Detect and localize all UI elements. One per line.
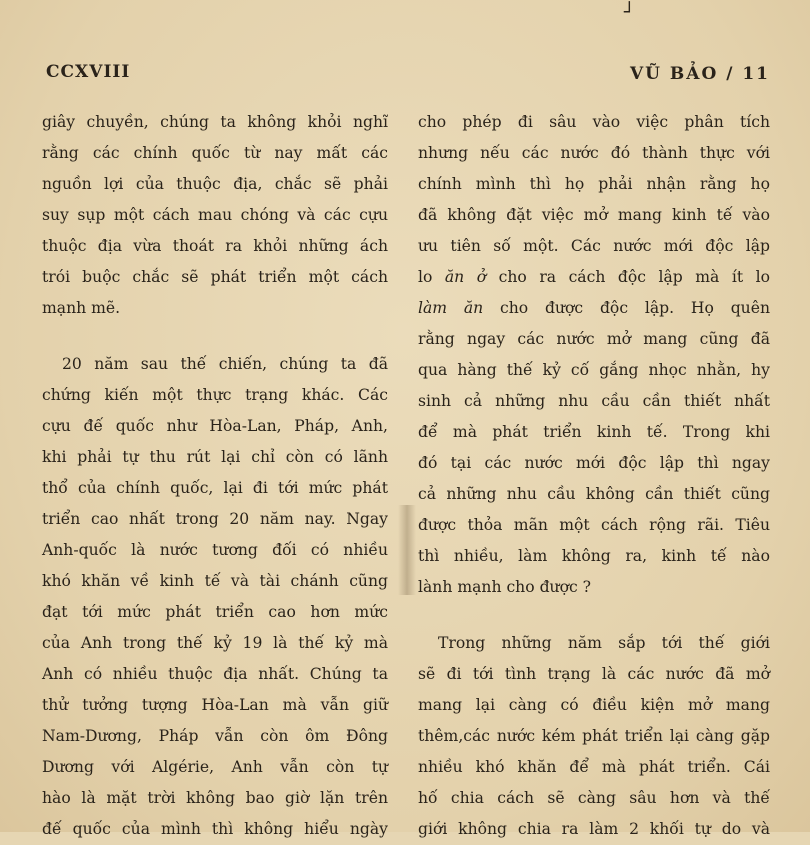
text-line: mang lại càng có điều kiện mở mang [418, 696, 770, 714]
text-line: rằng ngay các nước mở mang cũng đã [418, 330, 770, 348]
text-line: giới không chia ra làm 2 khối tự do và [418, 820, 770, 838]
text-line: triển cao nhất trong 20 năm nay. Ngay [42, 510, 388, 528]
text-line: Anh-quốc là nước tương đối có nhiều [42, 541, 388, 559]
text-line: thuộc địa vừa thoát ra khỏi những ách [42, 237, 388, 255]
text-line: rằng các chính quốc từ nay mất các [42, 144, 388, 162]
text-line: lành mạnh cho được ? [418, 578, 592, 596]
text-line: của Anh trong thế kỷ 19 là thế kỷ mà [42, 634, 388, 652]
text-line: nhiều khó khăn để mà phát triển. Cái [418, 758, 770, 776]
right-paragraph-1 [418, 107, 770, 603]
text-line: nguồn lợi của thuộc địa, chắc sẽ phải [42, 175, 388, 193]
text-line [418, 293, 770, 324]
text-line: Dương với Algérie, Anh vẫn còn tự [42, 758, 388, 776]
left-paragraph-2 [42, 349, 388, 845]
text-line: suy sụp một cách mau chóng và các cựu [42, 206, 388, 224]
running-title: VŨ BẢO / 11 [629, 64, 770, 84]
corner-mark: ┘ [624, 2, 635, 23]
text-line: thử tưởng tượng Hòa-Lan mà vẫn giữ [42, 696, 388, 714]
text-line: cả những nhu cầu không cần thiết cũng [418, 485, 770, 503]
text-run: cho ra cách độc lập mà ít lo [486, 268, 771, 286]
text-line: ưu tiên số một. Các nước mới độc lập [418, 237, 770, 255]
text-line: chứng kiến một thực trạng khác. Các [42, 386, 388, 404]
text-line: để mà phát triển kinh tế. Trong khi [418, 423, 770, 441]
right-column [418, 107, 770, 845]
text-line: đạt tới mức phát triển cao hơn mức [42, 603, 388, 621]
left-paragraph-1 [42, 107, 388, 324]
text-line: mạnh mẽ. [42, 299, 121, 317]
italic-phrase: ăn ở [444, 268, 487, 286]
text-line [418, 262, 770, 293]
text-line: cho phép đi sâu vào việc phân tích [418, 113, 770, 131]
text-line: khó khăn về kinh tế và tài chánh cũng [42, 572, 388, 590]
left-column [42, 107, 388, 845]
text-line: hào là mặt trời không bao giờ lặn trên [42, 789, 388, 807]
text-line: chính mình thì họ phải nhận rằng họ [418, 175, 770, 193]
page-number: CCXVIII [46, 62, 131, 82]
text-line: đế quốc của mình thì không hiểu ngày [42, 820, 388, 838]
text-line: nhưng nếu các nước đó thành thực với [418, 144, 770, 162]
binding-shadow [398, 505, 416, 595]
text-line: khi phải tự thu rút lại chỉ còn có lãnh [42, 448, 388, 466]
text-line: 20 năm sau thế chiến, chúng ta đã [62, 355, 388, 373]
text-line: sẽ đi tới tình trạng là các nước đã mở [418, 665, 770, 683]
text-line: giây chuyền, chúng ta không khỏi nghĩ [42, 113, 388, 131]
italic-phrase: làm ăn [418, 299, 484, 317]
right-paragraph-2 [418, 628, 770, 845]
text-line: được thỏa mãn một cách rộng rãi. Tiêu [418, 516, 770, 534]
text-line: Anh có nhiều thuộc địa nhất. Chúng ta [42, 665, 388, 683]
text-line: Nam-Dương, Pháp vẫn còn ôm Đông [42, 727, 388, 745]
text-line: hố chia cách sẽ càng sâu hơn và thế [418, 789, 770, 807]
text-line: cựu đế quốc như Hòa-Lan, Pháp, Anh, [42, 417, 388, 435]
text-line: Trong những năm sắp tới thế giới [438, 634, 770, 652]
text-line: trói buộc chắc sẽ phát triển một cách [42, 268, 388, 286]
text-line: đã không đặt việc mở mang kinh tế vào [418, 206, 770, 224]
text-run: cho được độc lập. Họ quên [483, 299, 770, 317]
text-line: thì nhiều, làm không ra, kinh tế nào [418, 547, 770, 565]
text-line: đó tại các nước mới độc lập thì ngay [418, 454, 770, 472]
text-line: qua hàng thế kỷ cố gắng nhọc nhằn, hy [418, 361, 770, 379]
text-run: lo [418, 268, 445, 286]
text-line: sinh cả những nhu cầu cần thiết nhất [418, 392, 770, 410]
text-line: thổ của chính quốc, lại đi tới mức phát [42, 479, 388, 497]
text-line: thêm,các nước kém phát triển lại càng gặp [418, 727, 770, 745]
